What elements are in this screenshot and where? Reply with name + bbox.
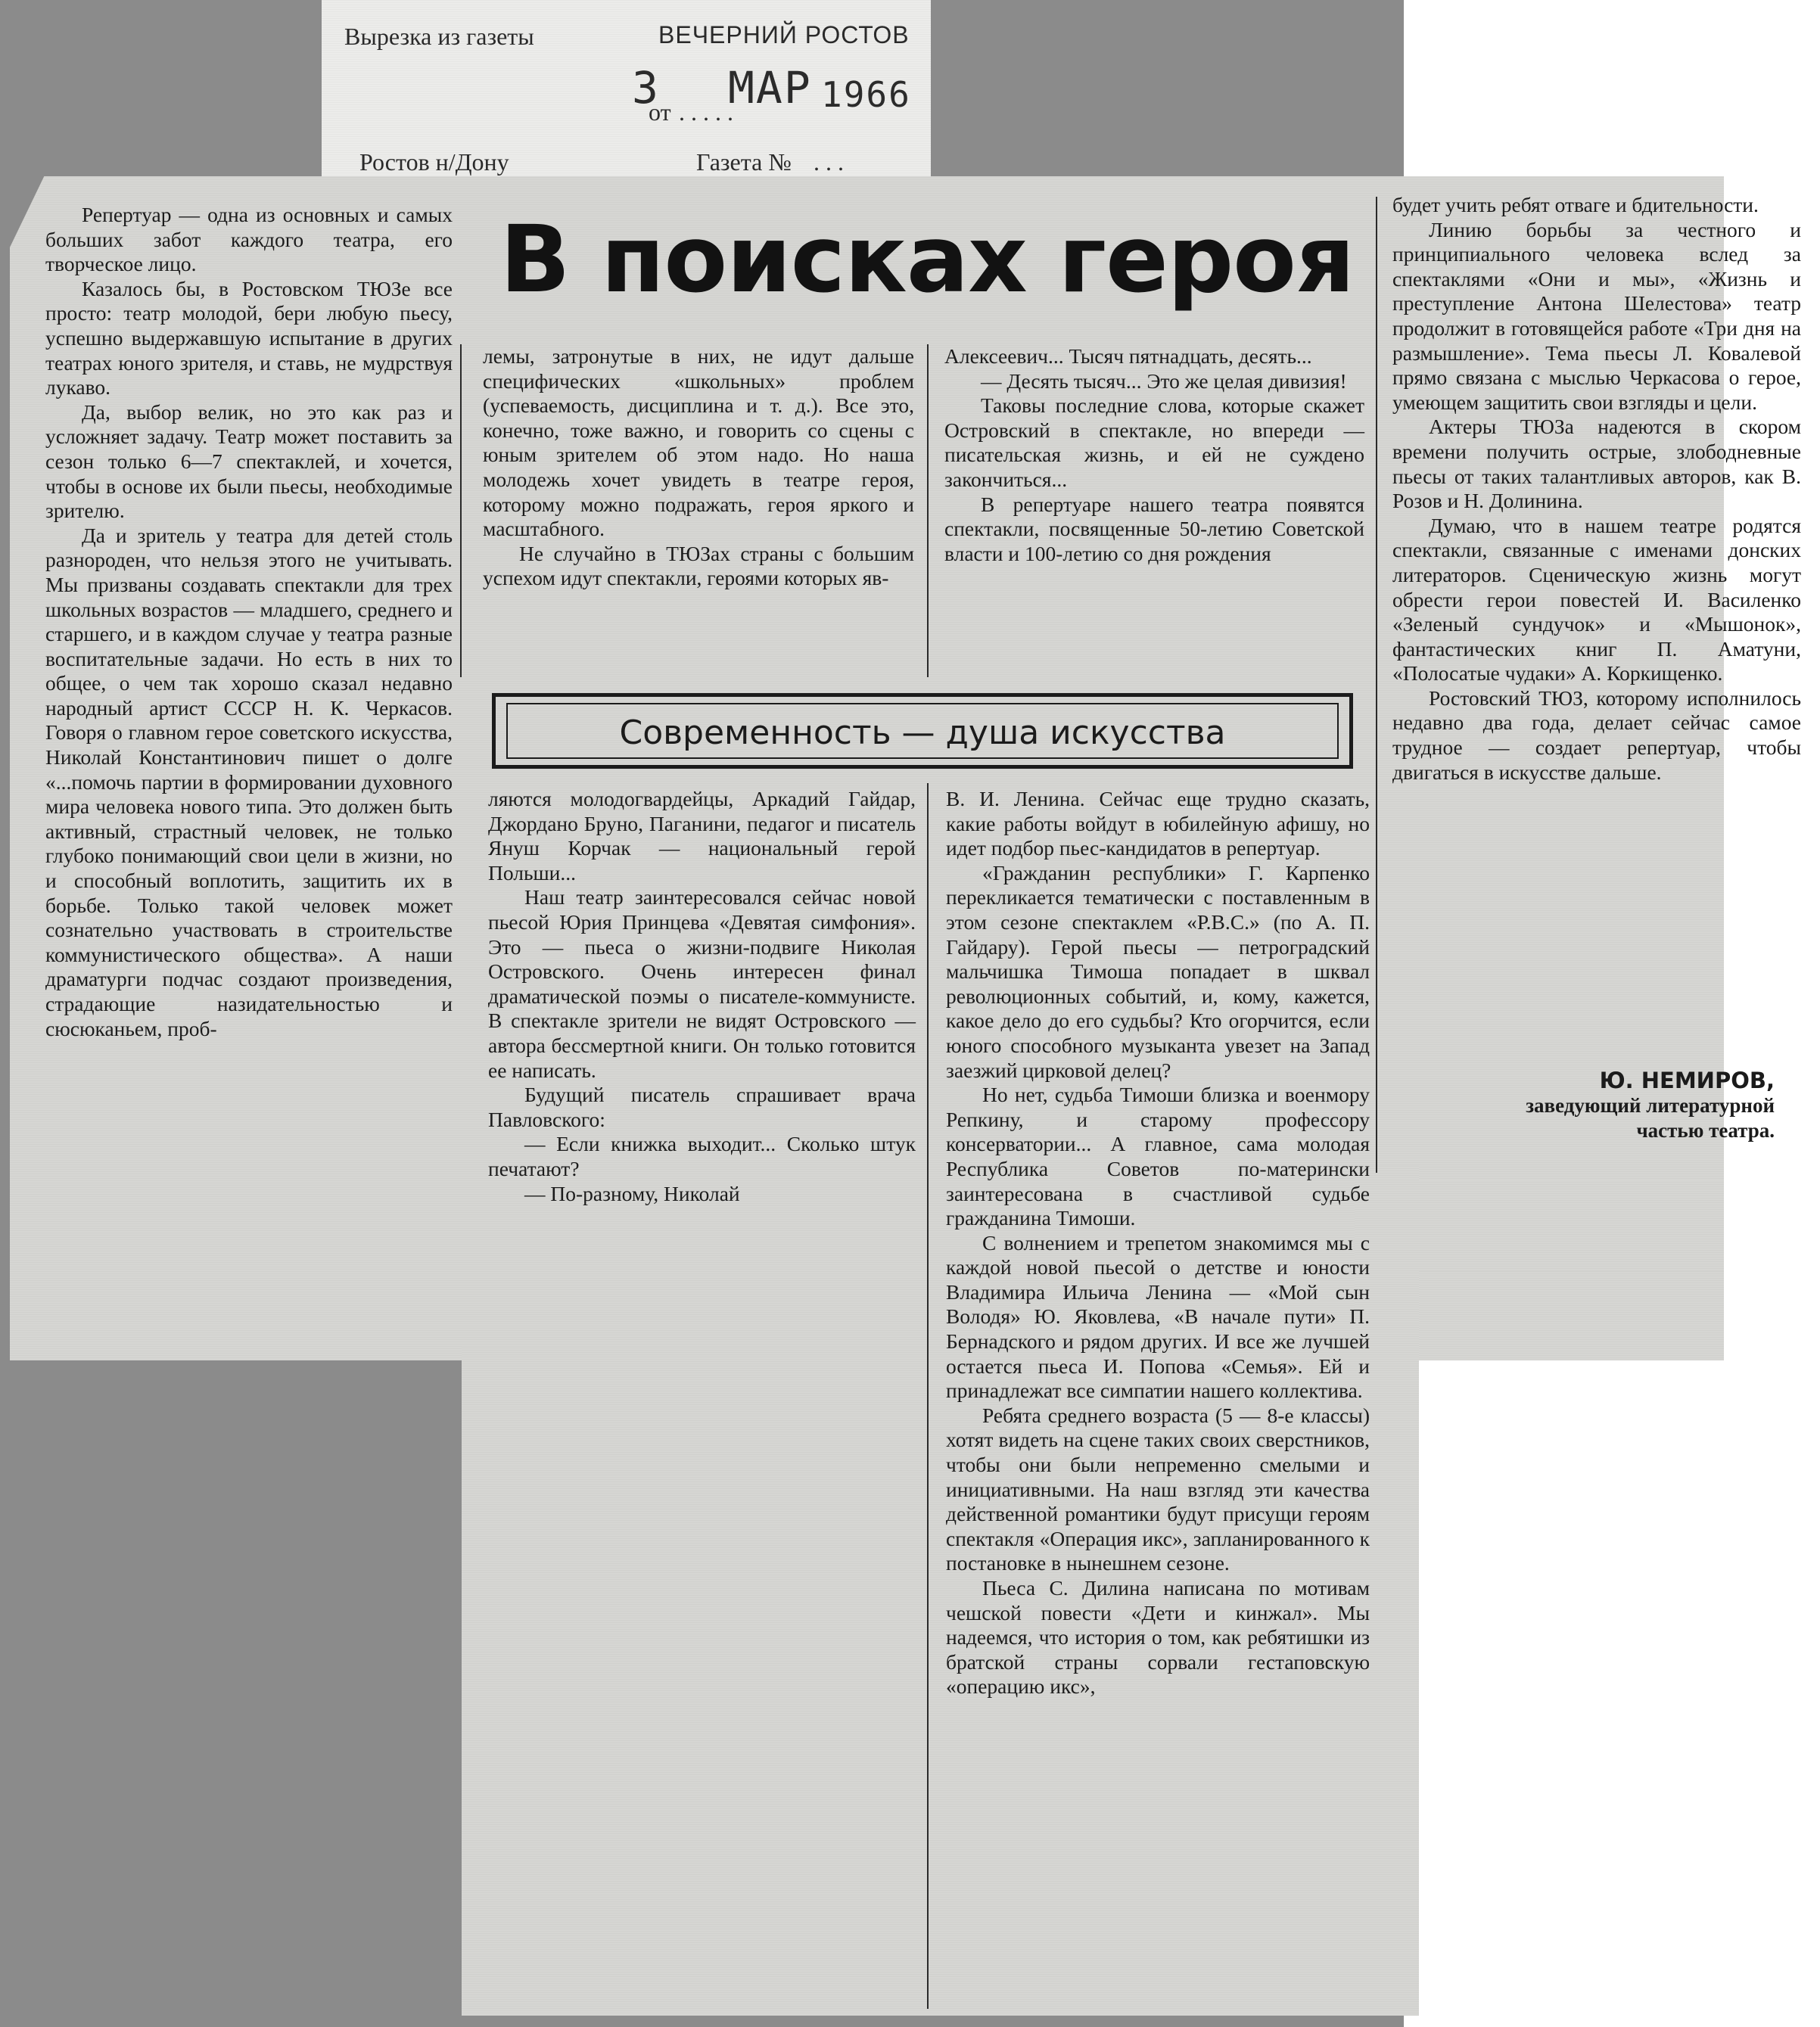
issue-label: Газета № xyxy=(696,148,792,176)
article-paragraph: — Десять тысяч... Это же целая дивизия! xyxy=(981,368,1347,393)
article-column-1 xyxy=(45,203,453,1353)
clipping-label-title: Вырезка из газеты xyxy=(344,23,534,50)
column-rule xyxy=(460,344,462,677)
article-paragraph: Пьеса С. Дилина написана по мотивам чешской повести «Дети и кинжал». Мы надеемся, что история о том, как ребятишки из братской страны сорвали гестаповскую «операцию икс», xyxy=(946,1576,1370,1699)
author-name: Ю. НЕМИРОВ, xyxy=(1599,1068,1775,1093)
date-prefix: от xyxy=(649,98,671,126)
article-column-2-upper xyxy=(483,344,914,670)
article-paragraph: Актеры ТЮЗа надеются в скором времени получить острые, злободневные пьесы от таких талантливых авторов, как В. Розов и Н. Долинина. xyxy=(1392,415,1801,513)
article-paragraph: С волнением и трепетом знакомимся мы с каждой новой пьесой о детстве и юности Владимира Ильича Ленина — «Мой сын Володя» Ю. Яковлева, «В начале пути» П. Бернадского и рядом других. И все же лучшей остается пьеса И. Попова «Семья». Ей и принадлежат все симпатии нашего коллектива. xyxy=(946,1230,1370,1403)
newspaper-name: ВЕЧЕРНИЙ РОСТОВ xyxy=(658,21,910,48)
article-paragraph: Репертуар — одна из основных и самых больших забот каждого театра, его творческое лицо. xyxy=(45,203,453,276)
article-paragraph: Алексеевич... Тысяч пятнадцать, десять... xyxy=(944,344,1312,368)
article-paragraph: Линию борьбы за честного и принципиального человека вслед за спектаклями «Они и мы», «Жизнь и преступление Антона Шелестова» театр продолжит в готовящейся работе «Три дня на размышление». Тема пьесы Л. Ковалевой прямо связана с мыслью Черкасова о герое, умеющем защитить свои взгляды и цели. xyxy=(1392,217,1801,414)
article-paragraph: Будущий писатель спрашивает врача Павловского: xyxy=(488,1083,916,1131)
article-paragraph: Да и зритель у театра для детей столь разнороден, что нельзя этого не учитывать. Мы призваны создавать спектакли для трех школьных возрастов — младшего, среднего и старшего, и в каждом случае у театра разные воспитательные задачи. Но есть в них то общее, о чем так хорошо сказал недавно народный артист СССР Н. К. Черкасов. Говоря о главном герое советского искусства, Николай Константинович пишет о долге «...помочь партии в формировании духовного мира человека нового типа. Это должен быть активный, страстный человек, не только глубоко понимающий свои цели в жизни, но и способный воплотить, защитить их в борьбе. Только такой человек может сознательно участвовать в строительстве коммунистического общества». А наши драматурги подчас создают произведения, страдающие назидательностью и сюсюканьем, проб- xyxy=(45,523,453,1040)
article-paragraph: лемы, затронутые в них, не идут дальше специфических «школьных» проблем (успеваемость, дисциплина и т. д.). Все это, конечно, тоже важно, и говорить со сцены с юным зрителем об этом надо. Но наша молодежь хочет увидеть в театре героя, которому можно подражать, героя яркого и масштабного. xyxy=(483,344,914,541)
issue-dots: . . . xyxy=(814,148,844,176)
clipping-label xyxy=(322,0,931,178)
clipping-right-piece xyxy=(1392,1180,1724,1271)
article-paragraph: Не случайно в ТЮЗах страны с большим успехом идут спектакли, героями которых яв- xyxy=(483,541,914,590)
article-paragraph: — По-разному, Николай xyxy=(524,1181,740,1205)
subheading-frame xyxy=(492,693,1353,769)
date-month: МАР xyxy=(728,62,812,113)
city-name: Ростов н/Дону xyxy=(359,148,509,176)
column-rule xyxy=(1376,197,1377,1173)
article-paragraph: Казалось бы, в Ростовском ТЮЗе все просто: театр молодой, бери любую пьесу, успешно выдержавшую испытание в других театрах юного зрителя, и ставь, не мудрствуя лукаво. xyxy=(45,276,453,399)
article-paragraph: «Гражданин республики» Г. Карпенко перекликается тематически с поставленным в этом сезоне спектаклем «Р.В.С.» (по А. П. Гайдару). Герой пьесы — петроградский мальчишка Тимоша попадает в шквал революционных событий, и, кому, кажется, какое дело до его судьбы? Кто огорчится, если юного способного музыканта увезет на Запад заезжий цирковой делец? xyxy=(946,860,1370,1082)
article-paragraph: Думаю, что в нашем театре родятся спектакли, связанные с именами донских литераторов. Сценическую жизнь могут обрести герои повестей И. Василенко «Зеленый сундучок» и «Мышонок», фантастических книг П. Аматуни, «Полосатые чудаки» А. Коркищенко. xyxy=(1392,513,1801,686)
article-column-2-lower xyxy=(488,787,916,1332)
article-paragraph: будет учить ребят отваге и бдительности. xyxy=(1392,193,1759,216)
article-paragraph: Но нет, судьба Тимоши близка и военмору Репкину, и старому профессору консерватории... А главное, сама молодая Республика Советов по-матерински заинтересована в счастливой судьбе гражданина Тимоши. xyxy=(946,1083,1370,1230)
article-paragraph: В репертуаре нашего театра появятся спектакли, посвященные 50-летию Советской власти и 100-летию со дня рождения xyxy=(944,492,1364,565)
author-signature xyxy=(1392,1068,1775,1143)
article-paragraph: В. И. Ленина. Сейчас еще трудно сказать, какие работы войдут в юбилейную афишу, но идет подбор пьес-кандидатов в репертуар. xyxy=(946,787,1370,860)
author-position-line-2: частью театра. xyxy=(1636,1119,1775,1142)
column-rule xyxy=(927,344,929,677)
article-column-4 xyxy=(1392,193,1801,1063)
date-day: 3 xyxy=(632,62,660,113)
article-paragraph: — Если книжка выходит... Сколько штук печатают? xyxy=(488,1132,916,1180)
article-paragraph: Наш театр заинтересовался сейчас новой пьесой Юрия Принцева «Девятая симфония». Это — пьеса о жизни-подвиге Николая Островского. Очень интересен финал драматической поэмы о писателе-коммунисте. В спектакле зрители не видят Островского — автора бессмертной книги. Он только готовится ее написать. xyxy=(488,885,916,1082)
article-paragraph: Ребята среднего возраста (5 — 8-е классы) хотят видеть на сцене таких своих сверстников, чтобы они были непременно смелыми и инициативными. На наш взгляд эти качества действенной романтики будут присущи героям спектакля «Операция икс», запланированного к постановке в нынешнем сезоне. xyxy=(946,1403,1370,1575)
article-column-3-lower xyxy=(946,787,1370,2009)
column-rule xyxy=(927,783,929,2009)
date-dots: . . . . . xyxy=(679,98,733,126)
article-paragraph: Да, выбор велик, но это как раз и усложняет задачу. Театр может поставить за сезон только 6—7 спектаклей, и хочется, чтобы в основе их были пьесы, необходимые зрителю. xyxy=(45,399,453,523)
article-paragraph: ляются молодогвардейцы, Аркадий Гайдар, Джордано Бруно, Паганини, педагог и писатель Януш Корчак — национальный герой Польши... xyxy=(488,787,916,884)
article-column-3-upper xyxy=(944,344,1364,670)
date-year: 1966 xyxy=(821,74,911,115)
author-position-line-1: заведующий литературной xyxy=(1526,1094,1775,1117)
article-paragraph: Ростовский ТЮЗ, которому исполнилось недавно два года, делает сейчас самое трудное — создает репертуар, чтобы двигаться в искусстве дальше. xyxy=(1392,686,1801,784)
article-paragraph: Таковы последние слова, которые скажет Островский в спектакле, но впереди — писательская жизнь, и ей не суждено закончиться... xyxy=(944,393,1364,491)
article-headline: В поисках героя xyxy=(499,206,1355,313)
article-subheading: Современность — душа искусства xyxy=(506,703,1339,759)
